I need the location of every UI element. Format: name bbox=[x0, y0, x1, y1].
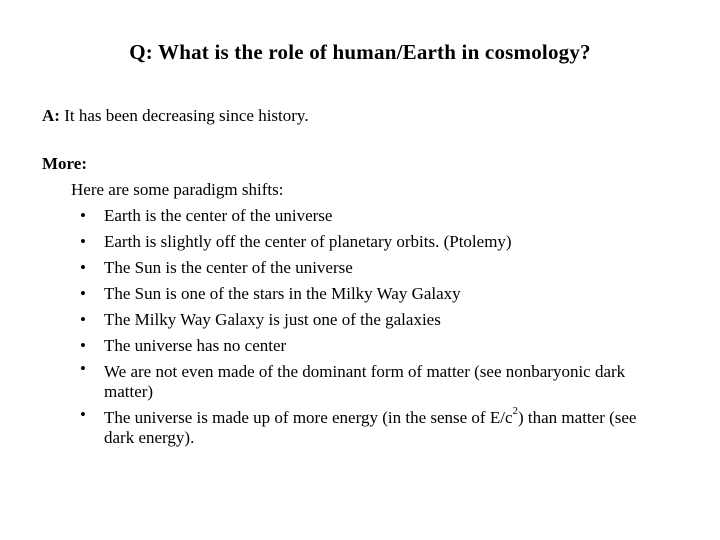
list-item bbox=[80, 333, 640, 359]
list-item bbox=[80, 307, 640, 333]
bullet-icon: • bbox=[80, 284, 86, 303]
bullet-icon: • bbox=[80, 405, 86, 424]
list-item-text: The Sun is one of the stars in the Milky Way Galaxy bbox=[104, 284, 461, 303]
answer-label: A: bbox=[42, 106, 60, 125]
list-item-text: We are not even made of the dominant form of matter (see nonbaryonic dark matter) bbox=[104, 362, 626, 401]
paradigm-shift-list bbox=[80, 203, 640, 451]
question-heading: Q: What is the role of human/Earth in cosmology? bbox=[129, 40, 591, 64]
list-item bbox=[80, 405, 640, 451]
bullet-icon: • bbox=[80, 232, 86, 251]
more-section bbox=[42, 151, 640, 451]
superscript-2: 2 bbox=[512, 405, 518, 418]
list-item-text-before: The universe is made up of more energy (in the sense of E/c bbox=[104, 408, 513, 427]
list-item-text: Earth is the center of the universe bbox=[104, 206, 333, 225]
list-item bbox=[80, 203, 640, 229]
list-item bbox=[80, 255, 640, 281]
bullet-icon: • bbox=[80, 206, 86, 225]
list-item bbox=[80, 359, 640, 405]
more-label: More: bbox=[42, 154, 87, 173]
list-item-text: The universe has no center bbox=[104, 336, 287, 355]
bullet-icon: • bbox=[80, 359, 86, 378]
answer-text: It has been decreasing since history. bbox=[59, 106, 309, 125]
list-item bbox=[80, 281, 640, 307]
list-item-text: The Milky Way Galaxy is just one of the galaxies bbox=[104, 310, 441, 329]
list-item-text: The Sun is the center of the universe bbox=[104, 258, 353, 277]
bullet-icon: • bbox=[80, 336, 86, 355]
bullet-icon: • bbox=[80, 310, 86, 329]
list-item-text: Earth is slightly off the center of planetary orbits. (Ptolemy) bbox=[104, 232, 512, 251]
list-item bbox=[80, 229, 640, 255]
list-item-text-after: ) than matter (see dark energy). bbox=[104, 408, 637, 447]
paradigm-intro: Here are some paradigm shifts: bbox=[71, 180, 284, 199]
bullet-icon: • bbox=[80, 258, 86, 277]
answer-line bbox=[42, 106, 309, 126]
